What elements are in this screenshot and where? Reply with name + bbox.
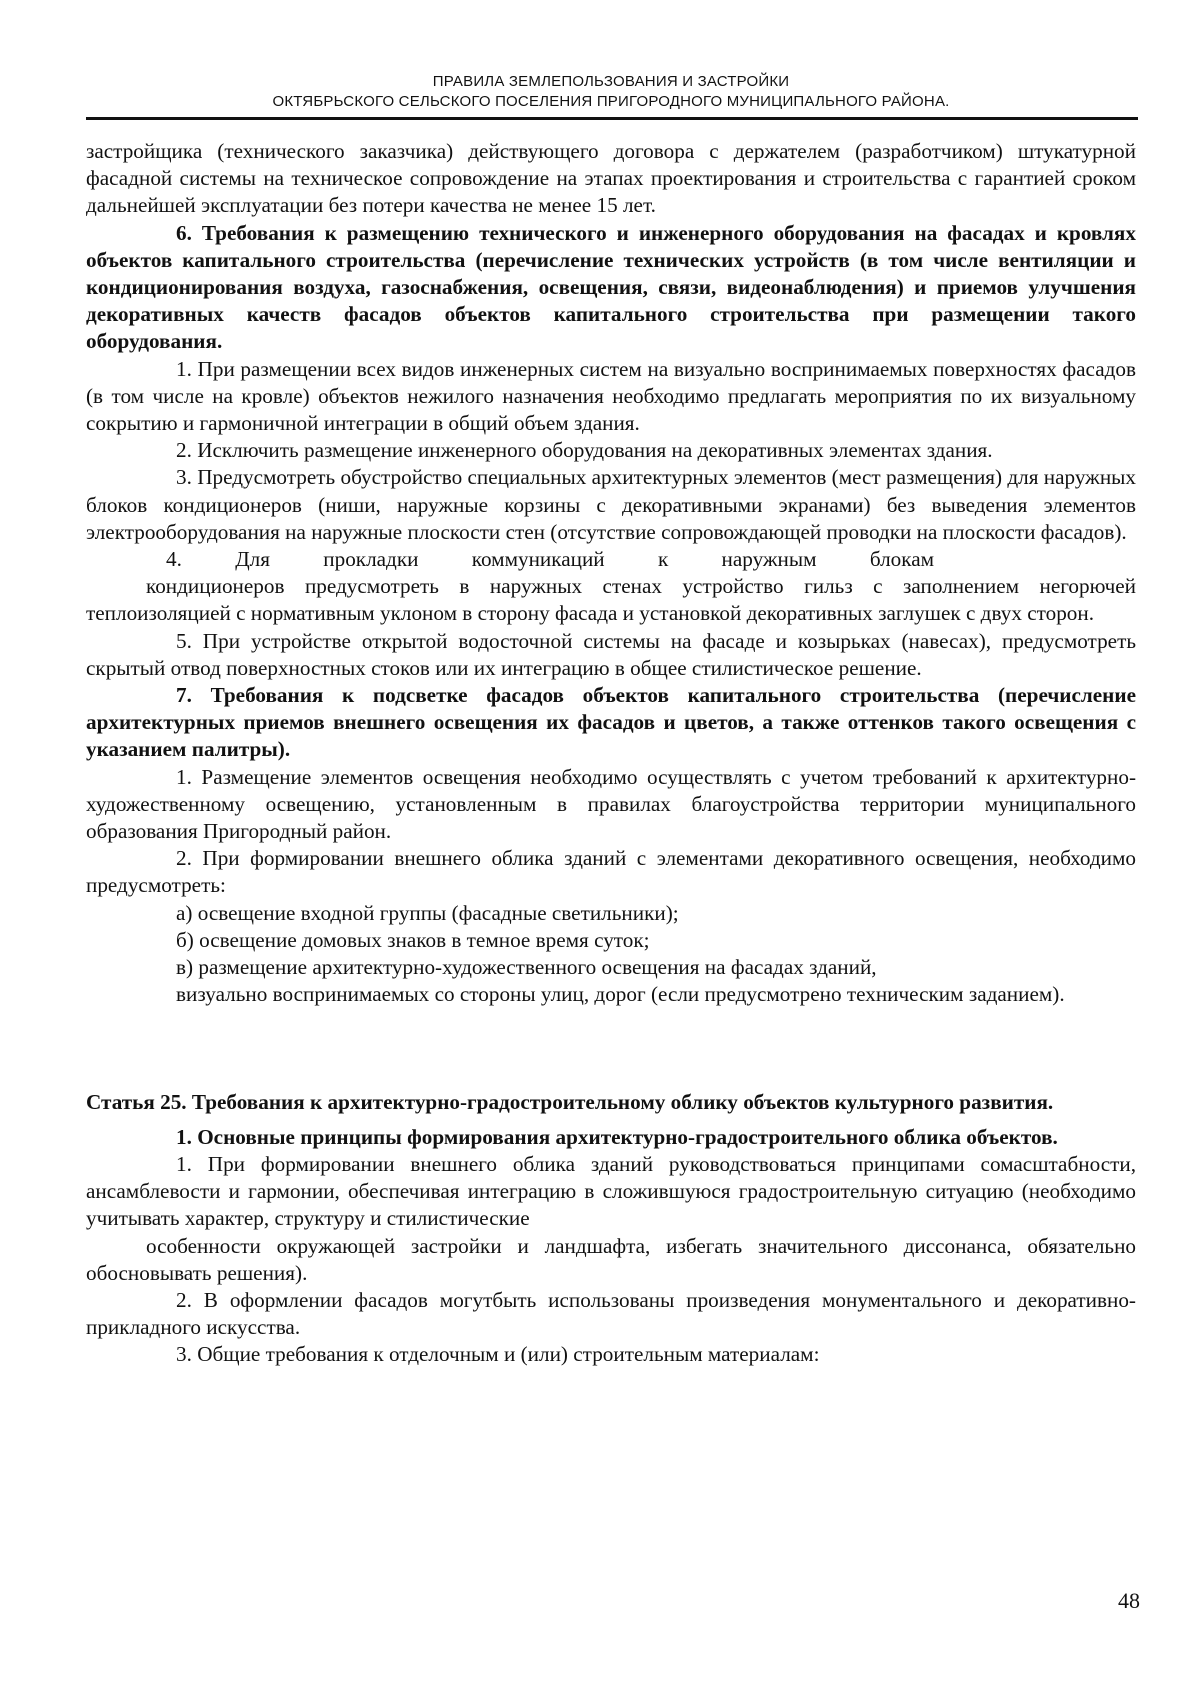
- section-7-item-2: 2. При формировании внешнего облика зданий с элементами декоративного освещения, необходимо предусмотреть:: [86, 846, 1136, 898]
- running-header: [86, 72, 1136, 112]
- article-25-heading: Статья 25. Требования к архитектурно-градостроительному облику объектов культурного развития.: [86, 1089, 1054, 1114]
- spacer-small: [86, 1116, 1136, 1124]
- section-7-subitem-c: в) размещение архитектурно-художественного освещения на фасадах зданий,: [176, 955, 877, 980]
- section-6-item-2: 2. Исключить размещение инженерного оборудования на декоративных элементах здания.: [176, 438, 993, 463]
- section-7-heading: 7. Требования к подсветке фасадов объектов капитального строительства (перечисление архитектурных приемов внешнего освещения их фасадов и цветов, а также оттенков такого освещения с указанием палитры).: [86, 683, 1136, 762]
- section-7-subitem-a: а) освещение входной группы (фасадные светильники);: [176, 900, 679, 925]
- section-6-item-4-continued: кондиционеров предусмотреть в наружных стенах устройство гильз с заполнением негорючей теплоизоляцией с нормативным уклоном в сторону фасада и установкой декоративных заглушек с двух сторон.: [86, 574, 1136, 626]
- section-6-heading: 6. Требования к размещению технического и инженерного оборудования на фасадах и кровлях объектов капитального строительства (перечисление технических устройств (в том числе вентиляции и кондиционирования воздуха, газоснабжения, освещения, связи, видеонаблюдения) и приемов улучшения декоративных качеств фасадов объектов капитального строительства при размещении такого оборудования.: [86, 220, 1136, 354]
- section-6-item-1: 1. При размещении всех видов инженерных систем на визуально воспринимаемых поверхностях фасадов (в том числе на кровле) объектов нежилого назначения необходимо предлагать мероприятия по их визуальному сокрытию и гармоничной интеграции в общий объем здания.: [86, 356, 1136, 436]
- header-line-2: ОКТЯБРЬСКОГО СЕЛЬСКОГО ПОСЕЛЕНИЯ ПРИГОРОДНОГО МУНИЦИПАЛЬНОГО РАЙОНА.: [272, 93, 950, 110]
- section-7-item-1: 1. Размещение элементов освещения необходимо осуществлять с учетом требований к архитектурно-художественному освещению, установленным в правилах благоустройства территории муниципального образования Пригородный район.: [86, 764, 1136, 844]
- header-rule: [86, 117, 1138, 120]
- article-25-item-1: 1. При формировании внешнего облика зданий руководствоваться принципами сомасштабности, ансамблевости и гармонии, обеспечивая интеграцию в сложившуюся градостроительную ситуацию (необходимо учитывать характер, структуру и стилистические: [86, 1151, 1136, 1231]
- document-body: [86, 138, 1136, 1369]
- section-6-item-4-line: 4. Для прокладки коммуникаций к наружным блокам: [166, 547, 935, 572]
- section-7-subitem-b: б) освещение домовых знаков в темное время суток;: [176, 927, 650, 952]
- article-25-item-2: 2. В оформлении фасадов могутбыть использованы произведения монументального и декоративно-прикладного искусства.: [86, 1287, 1136, 1340]
- page-number: 48: [1118, 1588, 1140, 1613]
- section-6-item-3: 3. Предусмотреть обустройство специальных архитектурных элементов (мест размещения) для наружных блоков кондиционеров (ниши, наружные корзины с декоративными экранами) без выведения элементов электрооборудования на наружные плоскости стен (отсутствие сопровождающей проводки на плоскости фасадов).: [86, 465, 1136, 544]
- section-7-subitem-c-continued: визуально воспринимаемых со стороны улиц, дорог (если предусмотрено техническим заданием).: [176, 982, 1065, 1007]
- header-line-1: ПРАВИЛА ЗЕМЛЕПОЛЬЗОВАНИЯ И ЗАСТРОЙКИ: [432, 73, 790, 90]
- paragraph-continued: застройщика (технического заказчика) действующего договора с держателем (разработчиком) штукатурной фасадной системы на техническое сопровождение на этапах проектирования и строительства с гарантией сроком дальнейшей эксплуатации без потери качества не менее 15 лет.: [86, 139, 1136, 218]
- section-6-item-5: 5. При устройстве открытой водосточной системы на фасаде и козырьках (навесах), предусмотреть скрытый отвод поверхностных стоков или их интеграцию в общее стилистическое решение.: [86, 628, 1136, 680]
- article-25-item-1-continued: особенности окружающей застройки и ландшафта, избегать значительного диссонанса, обязательно обосновывать решения).: [86, 1233, 1136, 1285]
- spacer: [86, 1009, 1136, 1089]
- article-25-item-3: 3. Общие требования к отделочным и (или) строительным материалам:: [176, 1342, 820, 1367]
- article-25-section-1-heading: 1. Основные принципы формирования архитектурно-градостроительного облика объектов.: [176, 1124, 1058, 1149]
